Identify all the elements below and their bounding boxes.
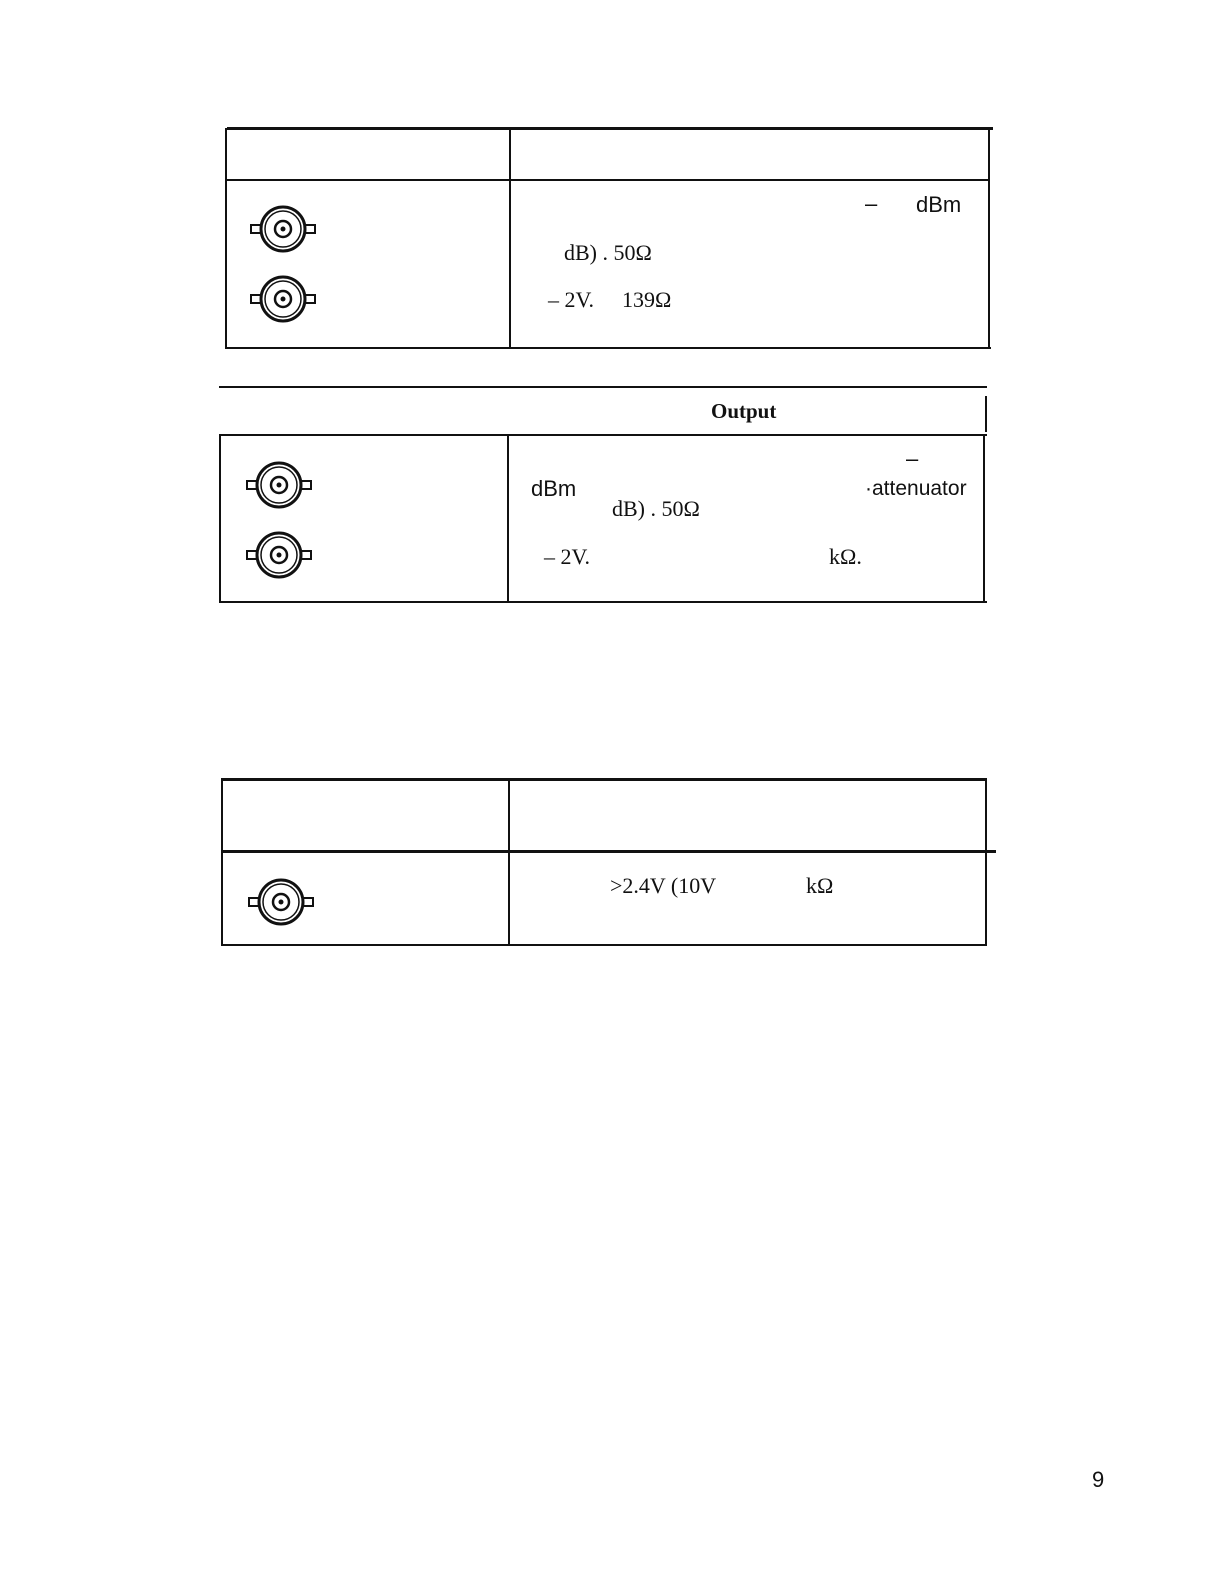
page-number: 9 [1092, 1467, 1105, 1492]
bnc-connector-icon [247, 199, 319, 259]
table-2-header-output: Output [711, 399, 777, 423]
table-1-bottom-rule [225, 347, 991, 349]
table-2-top-rule [219, 386, 987, 388]
table-3-left-rule [221, 779, 223, 946]
table-2-desc-line-4a: – 2V. [544, 544, 591, 569]
table-3-right-rule [985, 779, 987, 946]
table-3-column-divider [508, 779, 510, 946]
table-2-desc-dbm: dBm [531, 476, 577, 501]
table-1-desc-line-2: dB) . 50Ω [564, 240, 652, 265]
table-3-header-rule [221, 850, 996, 853]
table-2-right-rule [985, 396, 987, 432]
table-2-desc-line-4b: kΩ. [829, 544, 862, 569]
table-3-top-rule [221, 778, 987, 781]
table-2-header-rule [219, 434, 987, 436]
table-2-right-rule-lower [983, 435, 985, 603]
table-1-header-rule [227, 179, 989, 181]
bnc-connector-icon [245, 872, 317, 932]
table-1-desc-line-3b: 139Ω [622, 287, 672, 312]
table-1-left-rule [225, 128, 227, 349]
table-2-column-divider [507, 435, 509, 603]
table-2-left-rule [219, 435, 221, 603]
table-2-desc-line-3: dB) . 50Ω [612, 496, 700, 521]
bnc-connector-icon [247, 269, 319, 329]
bnc-connector-icon [243, 455, 315, 515]
table-1-right-rule [988, 128, 990, 349]
table-3-desc-line-1b: kΩ [806, 873, 834, 898]
table-1-top-rule [227, 127, 993, 130]
table-2-desc-dash: – [906, 446, 919, 471]
bnc-connector-icon [243, 525, 315, 585]
table-3-desc-line-1a: >2.4V (10V [610, 873, 717, 898]
table-1-desc-line-3a: – 2V. [548, 287, 595, 312]
table-1-column-divider [509, 128, 511, 349]
table-2-bottom-rule [219, 601, 987, 603]
table-3-bottom-rule [221, 944, 987, 946]
table-2-desc-attenuator: ·attenuator [865, 477, 967, 500]
table-1-desc-dbm: dBm [916, 192, 962, 217]
table-1-desc-dash: – [865, 191, 878, 216]
